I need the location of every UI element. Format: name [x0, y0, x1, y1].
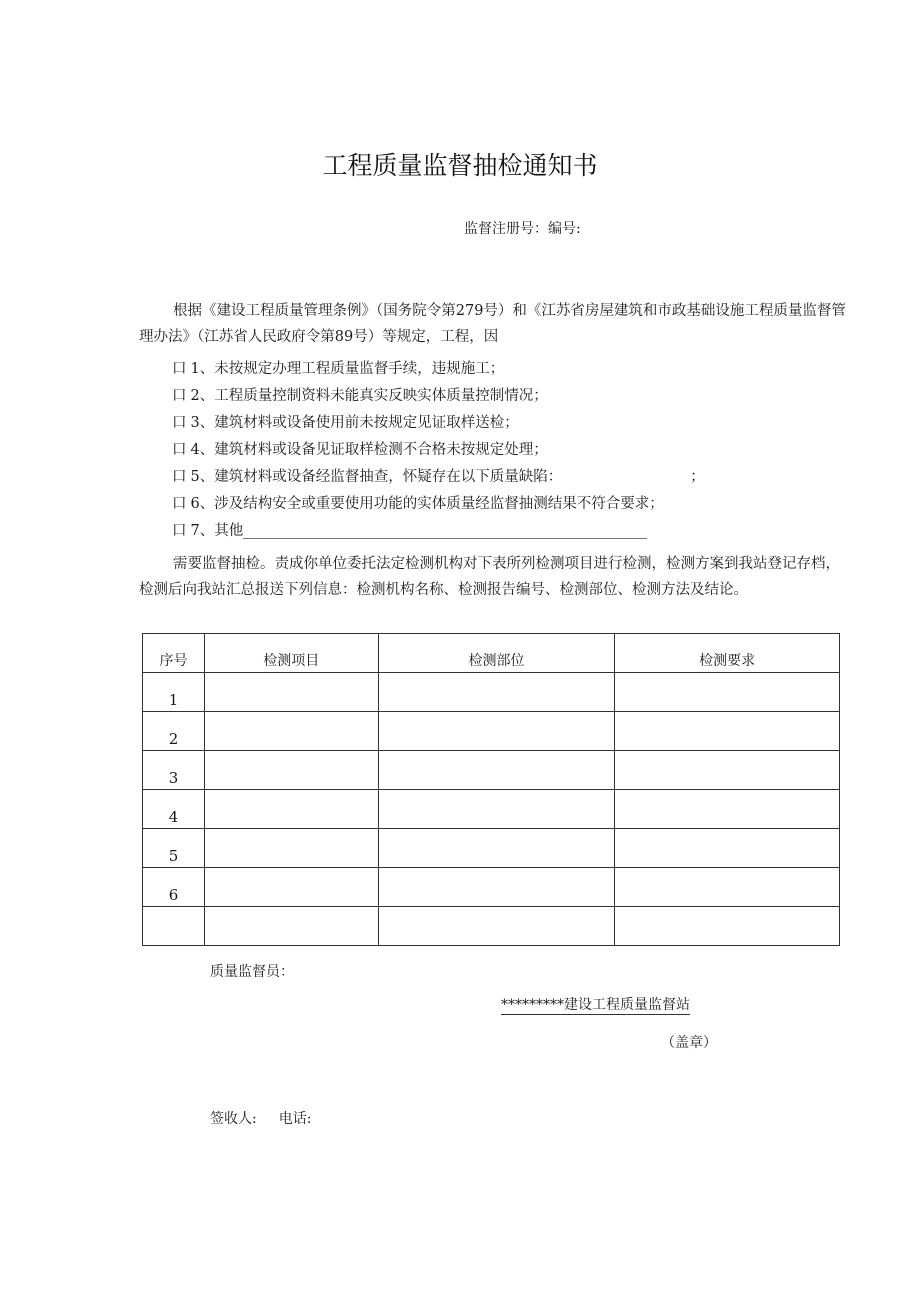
phone-label: 电话: — [278, 1111, 312, 1127]
checkbox-icon[interactable]: 口 — [172, 469, 187, 485]
cell-item[interactable] — [204, 790, 378, 829]
check-item-7 — [172, 518, 705, 545]
seal-label: （盖章） — [661, 1035, 717, 1051]
intro-text: 根据《建设工程质量管理条例》（国务院令第279号）和《江苏省房屋建筑和市政基础设施工程质量监督管理办法》（江苏省人民政府令第89号）等规定，工程，因 — [139, 303, 846, 345]
cell-item[interactable] — [204, 673, 378, 712]
checkbox-icon[interactable]: 口 — [172, 415, 187, 431]
table-row — [143, 673, 840, 712]
row-number: 4 — [143, 790, 205, 829]
table-row — [143, 751, 840, 790]
inspection-table — [142, 633, 840, 946]
supervisor-label: 质量监督员： — [210, 964, 294, 980]
cell-location[interactable] — [378, 673, 615, 712]
cell-requirement[interactable] — [615, 751, 840, 790]
cell-requirement[interactable] — [615, 673, 840, 712]
cell-requirement[interactable] — [615, 829, 840, 868]
cell-location[interactable] — [378, 712, 615, 751]
header-requirement: 检测要求 — [615, 634, 840, 673]
intro-paragraph — [139, 298, 849, 350]
cell-location[interactable] — [378, 907, 615, 946]
reason-checklist — [172, 356, 705, 545]
document-title: 工程质量监督抽检通知书 — [322, 151, 598, 180]
header-item: 检测项目 — [204, 634, 378, 673]
check-item-5 — [172, 464, 705, 491]
cell-item[interactable] — [204, 868, 378, 907]
cell-location[interactable] — [378, 868, 615, 907]
table-row — [143, 907, 840, 946]
row-number: 6 — [143, 868, 205, 907]
cell-location[interactable] — [378, 790, 615, 829]
check-item-6 — [172, 491, 705, 518]
check-item-text: 1、未按规定办理工程质量监督手续，违规施工； — [190, 361, 505, 377]
check-item-text: 3、建筑材料或设备使用前未按规定见证取样送检； — [190, 415, 519, 431]
checkbox-icon[interactable]: 口 — [172, 442, 187, 458]
table-row — [143, 829, 840, 868]
requirement-text: 需要监督抽检。责成你单位委托法定检测机构对下表所列检测项目进行检测，检测方案到我站登记存档，检测后向我站汇总报送下列信息：检测机构名称、检测报告编号、检测部位、检测方法及结论。 — [139, 556, 840, 598]
cell-item[interactable] — [204, 751, 378, 790]
other-blank-line[interactable] — [243, 524, 647, 539]
requirement-paragraph — [139, 551, 849, 603]
check-item-1 — [172, 356, 705, 383]
checkbox-icon[interactable]: 口 — [172, 496, 187, 512]
table-header-row — [143, 634, 840, 673]
cell-item[interactable] — [204, 907, 378, 946]
cell-requirement[interactable] — [615, 712, 840, 751]
cell-location[interactable] — [378, 829, 615, 868]
table-row — [143, 712, 840, 751]
check-item-text: 6、涉及结构安全或重要使用功能的实体质量经监督抽测结果不符合要求； — [190, 496, 664, 512]
check-item-5-tail: ； — [690, 469, 705, 485]
check-item-4 — [172, 437, 705, 464]
check-item-text: 7、其他 — [190, 523, 244, 539]
check-item-text: 4、建筑材料或设备见证取样检测不合格未按规定处理； — [190, 442, 548, 458]
row-number: 3 — [143, 751, 205, 790]
cell-requirement[interactable] — [615, 790, 840, 829]
row-number: 1 — [143, 673, 205, 712]
table-row — [143, 868, 840, 907]
check-item-text: 2、工程质量控制资料未能真实反映实体质量控制情况； — [190, 388, 548, 404]
cell-item[interactable] — [204, 829, 378, 868]
check-item-text: 5、建筑材料或设备经监督抽查，怀疑存在以下质量缺陷： — [190, 469, 563, 485]
check-item-2 — [172, 383, 705, 410]
row-number: 5 — [143, 829, 205, 868]
station-name: *********建设工程质量监督站 — [501, 997, 690, 1013]
registration-number-line: 监督注册号：编号: — [464, 221, 581, 237]
cell-requirement[interactable] — [615, 907, 840, 946]
checkbox-icon[interactable]: 口 — [172, 523, 187, 539]
header-location: 检测部位 — [378, 634, 615, 673]
row-number: 2 — [143, 712, 205, 751]
check-item-3 — [172, 410, 705, 437]
cell-item[interactable] — [204, 712, 378, 751]
header-seq: 序号 — [143, 634, 205, 673]
receiver-line — [210, 1108, 311, 1128]
cell-requirement[interactable] — [615, 868, 840, 907]
checkbox-icon[interactable]: 口 — [172, 388, 187, 404]
row-number — [143, 907, 205, 946]
table-row — [143, 790, 840, 829]
receiver-label: 签收人: — [210, 1111, 257, 1127]
cell-location[interactable] — [378, 751, 615, 790]
checkbox-icon[interactable]: 口 — [172, 361, 187, 377]
